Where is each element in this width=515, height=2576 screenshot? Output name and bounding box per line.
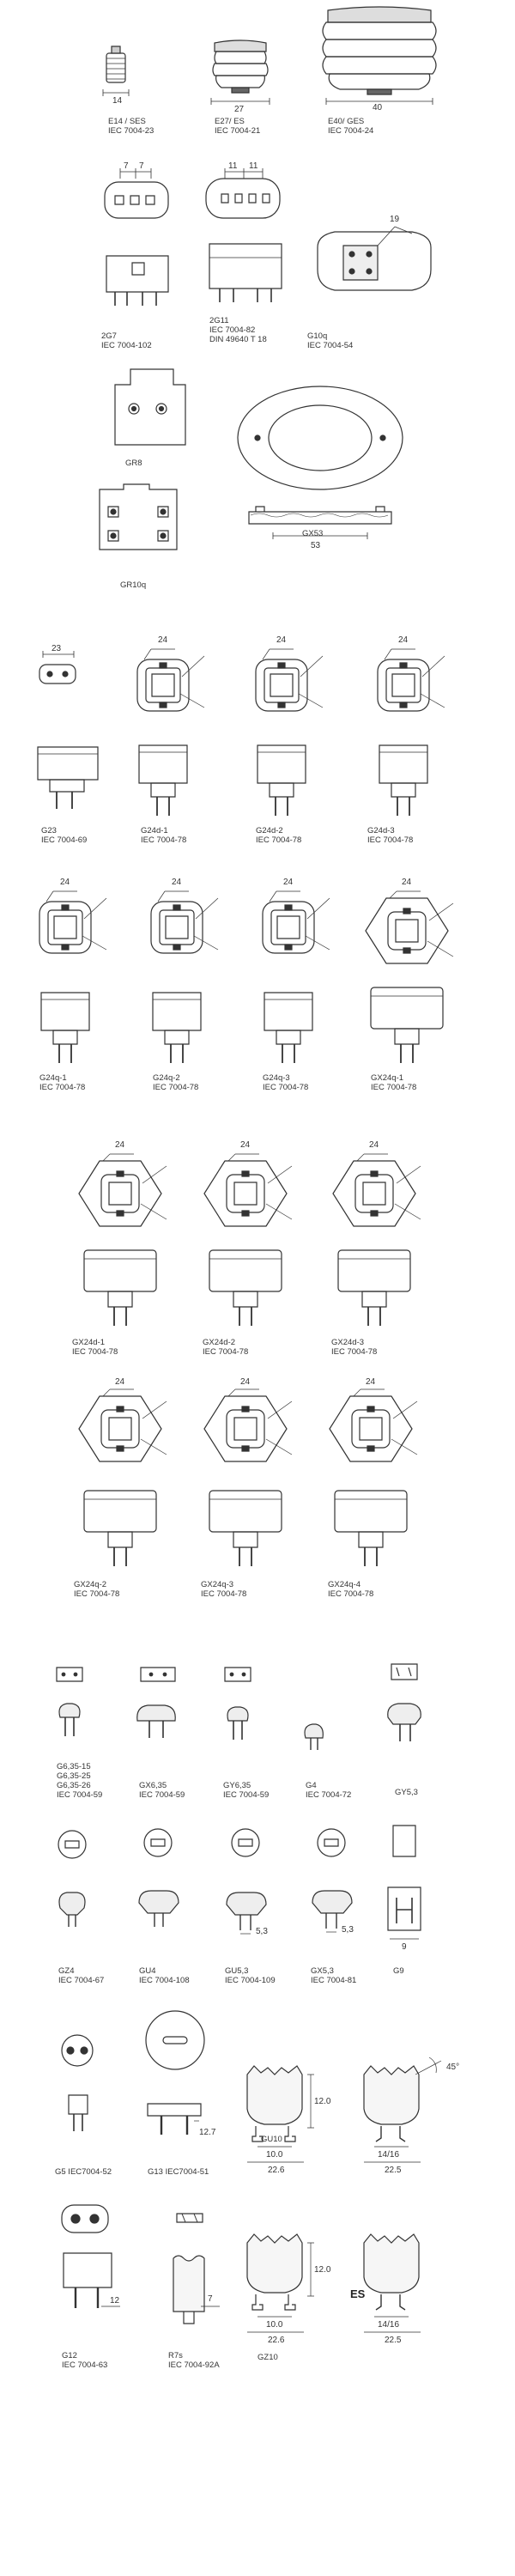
gx24d-2-dim-text: 24 (240, 1140, 251, 1150)
gy53-base-drawing (388, 1664, 421, 1741)
g10q-label: G10q IEC 7004-54 (307, 331, 354, 350)
gx24q-3-label: GX24q-3 IEC 7004-78 (201, 1580, 247, 1599)
gu10b-dim-a: 45° (446, 2063, 460, 2072)
g4-base-drawing (305, 1724, 323, 1750)
g24d-1-base-drawing (137, 635, 204, 816)
gz10-label: GZ10 (258, 2353, 278, 2362)
gx24q-4-label: GX24q-4 IEC 7004-78 (328, 1580, 374, 1599)
2g7-dim-b: 7 (139, 161, 144, 171)
gr8-label: GR8 (125, 459, 142, 468)
g13-base-drawing (146, 2011, 216, 2137)
g9-dim-text: 9 (402, 1942, 407, 1952)
g12-label: G12 IEC 7004-63 (62, 2351, 108, 2370)
gr10q-label: GR10q (120, 580, 147, 590)
g24q-2-label: G24q-2 IEC 7004-78 (153, 1073, 199, 1092)
gx24q-4-base-drawing (330, 1377, 417, 1566)
gr8-base-drawing (115, 369, 185, 445)
gu4-base-drawing (139, 1829, 179, 1927)
g10q-dim-text: 19 (390, 215, 400, 224)
gz10-dim-a: 12.0 (314, 2265, 331, 2275)
gx635-label: GX6,35 IEC 7004-59 (139, 1781, 185, 1800)
gy635-base-drawing (225, 1668, 251, 1740)
g24q-1-base-drawing (39, 878, 106, 1063)
gx635-base-drawing (137, 1668, 176, 1738)
gu10-dim-b: 10.0 (266, 2150, 283, 2160)
e40-base-drawing (323, 7, 436, 112)
gz10b-es-text: ES (350, 2287, 366, 2300)
g24q-3-dim-text: 24 (283, 878, 294, 887)
gz10b-dim-b: 14/16 (378, 2320, 400, 2330)
gx24q-4-dim-text: 24 (366, 1377, 376, 1387)
gx24d-1-label: GX24d-1 IEC 7004-78 (72, 1338, 118, 1357)
gy53-label: GY5,3 (395, 1788, 418, 1797)
g24d-2-base-drawing (256, 635, 323, 816)
gx24q-1-dim-text: 24 (402, 878, 412, 887)
gu10-dim-a: 12.0 (314, 2097, 331, 2106)
gx24d-2-base-drawing (204, 1140, 292, 1326)
g5-base-drawing (62, 2035, 93, 2131)
g24d-2-dim-text: 24 (276, 635, 287, 645)
gx24q-1-base-drawing (366, 878, 453, 1063)
gu10-dim-c: 22.6 (268, 2166, 285, 2175)
gz10-dim-b: 10.0 (266, 2320, 283, 2330)
e40-label: E40/ GES IEC 7004-24 (328, 117, 374, 136)
2g7-label: 2G7 IEC 7004-102 (101, 331, 152, 350)
gz10b-dim-c: 22.5 (385, 2336, 402, 2345)
g24d-3-base-drawing (378, 635, 445, 816)
gx24d-3-base-drawing (333, 1140, 421, 1326)
g24d-1-dim-text: 24 (158, 635, 168, 645)
gx53-base-drawing (238, 386, 403, 550)
gx24d-3-dim-text: 24 (369, 1140, 379, 1150)
gu10b-dim-b: 14/16 (378, 2150, 400, 2160)
gz4-base-drawing (58, 1831, 86, 1927)
gu10-label: GU10 (261, 2135, 282, 2144)
gx53b-base-drawing (312, 1829, 354, 1935)
gx24q-2-label: GX24q-2 IEC 7004-78 (74, 1580, 120, 1599)
2g7-dim-a: 7 (124, 161, 129, 171)
e27-base-drawing (211, 40, 270, 114)
e14-dim-text: 14 (112, 96, 123, 106)
gx53b-dim-text: 5,3 (342, 1925, 354, 1935)
g9-label: G9 (393, 1966, 404, 1976)
g10q-base-drawing (318, 215, 431, 290)
r7s-base-drawing (173, 2214, 220, 2324)
gx53b-label: GX5,3 IEC 7004-81 (311, 1966, 357, 1985)
g24q-3-label: G24q-3 IEC 7004-78 (263, 1073, 309, 1092)
2g11-base-drawing (206, 161, 282, 302)
2g11-dim-a: 11 (228, 161, 238, 171)
gx24q-3-base-drawing (204, 1377, 292, 1566)
g24q-2-dim-text: 24 (172, 878, 182, 887)
g12-dim-text: 12 (110, 2296, 120, 2306)
g24q-3-base-drawing (263, 878, 330, 1063)
gx24q-2-dim-text: 24 (115, 1377, 125, 1387)
g23-label: G23 IEC 7004-69 (41, 826, 88, 845)
g24d-3-label: G24d-3 IEC 7004-78 (367, 826, 414, 845)
g24q-2-base-drawing (151, 878, 218, 1063)
gx24q-3-dim-text: 24 (240, 1377, 251, 1387)
gr10q-base-drawing (100, 484, 177, 550)
g4-label: G4 IEC 7004-72 (306, 1781, 352, 1800)
e14-base-drawing (103, 46, 129, 106)
gx24d-2-label: GX24d-2 IEC 7004-78 (203, 1338, 249, 1357)
gx24q-2-base-drawing (79, 1377, 167, 1566)
g635-label: G6,35-15 G6,35-25 G6,35-26 IEC 7004-59 (57, 1762, 103, 1800)
gz4-label: GZ4 IEC 7004-67 (58, 1966, 105, 1985)
g13-dim-text: 12.7 (199, 2128, 216, 2137)
g24d-2-label: G24d-2 IEC 7004-78 (256, 826, 302, 845)
2g11-label: 2G11 IEC 7004-82 DIN 49640 T 18 (209, 316, 267, 344)
g12-base-drawing (62, 2205, 120, 2308)
e40-dim-text: 40 (373, 103, 383, 112)
gz10-base-drawing (247, 2234, 331, 2345)
gx53-label: GX53 (302, 529, 324, 538)
gx24q-1-label: GX24q-1 IEC 7004-78 (371, 1073, 417, 1092)
gu10b-base-drawing (364, 2057, 459, 2175)
gu53-label: GU5,3 IEC 7004-109 (225, 1966, 276, 1985)
2g11-dim-b: 11 (249, 161, 258, 171)
gx24d-1-base-drawing (79, 1140, 167, 1326)
g24q-1-label: G24q-1 IEC 7004-78 (39, 1073, 86, 1092)
2g7-base-drawing (105, 161, 168, 306)
g5-label: G5 IEC7004-52 (55, 2167, 112, 2177)
gx24d-1-dim-text: 24 (115, 1140, 125, 1150)
e27-label: E27/ ES IEC 7004-21 (215, 117, 261, 136)
gy635-label: GY6,35 IEC 7004-59 (223, 1781, 270, 1800)
gu10b-dim-c: 22.5 (385, 2166, 402, 2175)
gu10-base-drawing (247, 2066, 331, 2175)
r7s-label: R7s IEC 7004-92A (168, 2351, 220, 2370)
e27-dim-text: 27 (234, 105, 245, 114)
g9-base-drawing (388, 1826, 421, 1952)
gx24d-3-label: GX24d-3 IEC 7004-78 (331, 1338, 378, 1357)
g23-dim-text: 23 (52, 644, 62, 653)
r7s-dim-text: 7 (208, 2294, 213, 2304)
gz10-dim-c: 22.6 (268, 2336, 285, 2345)
gz10b-base-drawing (350, 2234, 421, 2345)
e14-label: E14 / SES IEC 7004-23 (108, 117, 154, 136)
g635-base-drawing (57, 1668, 82, 1736)
g24d-3-dim-text: 24 (398, 635, 409, 645)
gu53-dim-text: 5,3 (256, 1927, 268, 1936)
gu53-base-drawing (227, 1829, 268, 1936)
g13-label: G13 IEC7004-51 (148, 2167, 209, 2177)
g23-base-drawing (38, 644, 98, 809)
gx53-dim-text: 53 (311, 541, 321, 550)
g24q-1-dim-text: 24 (60, 878, 70, 887)
gu4-label: GU4 IEC 7004-108 (139, 1966, 190, 1985)
g24d-1-label: G24d-1 IEC 7004-78 (141, 826, 187, 845)
